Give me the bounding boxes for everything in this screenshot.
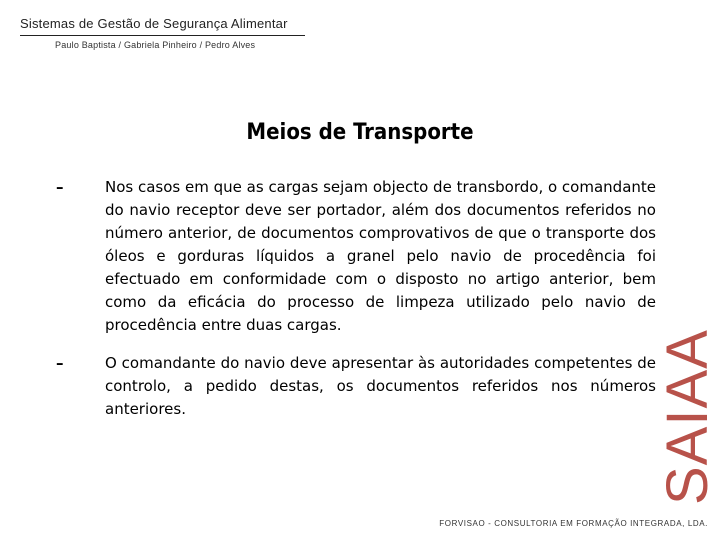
bullet-list [50, 176, 656, 436]
bullet-item [50, 176, 656, 337]
slide-title: Meios de Transporte [246, 120, 474, 145]
header-authors: Paulo Baptista / Gabriela Pinheiro / Pedro Alves [55, 40, 256, 50]
bullet-dash: – [56, 354, 64, 372]
bullet-dash: – [56, 178, 64, 196]
header-title: Sistemas de Gestão de Segurança Alimentar [20, 16, 288, 31]
bullet-text: O comandante do navio deve apresentar às autoridades competentes de controlo, a pedido destas, os documentos referidos nos números anteriores. [105, 354, 656, 418]
header-divider [20, 35, 305, 36]
saiaa-logo: SAIAA [655, 329, 720, 505]
footer-company: FORVISAO - CONSULTORIA EM FORMAÇÃO INTEGRADA, LDA. [439, 519, 708, 528]
bullet-text: Nos casos em que as cargas sejam objecto de transbordo, o comandante do navio receptor deve ser portador, além dos documentos referidos no número anterior, de documentos comprovativos de que o transporte dos óleos e gorduras líquidos a granel pelo navio de procedência foi efectuado em conformidade com o disposto no artigo anterior, bem como da eficácia do processo de limpeza utilizado pelo navio de procedência entre duas cargas. [105, 178, 656, 334]
bullet-item [50, 352, 656, 421]
